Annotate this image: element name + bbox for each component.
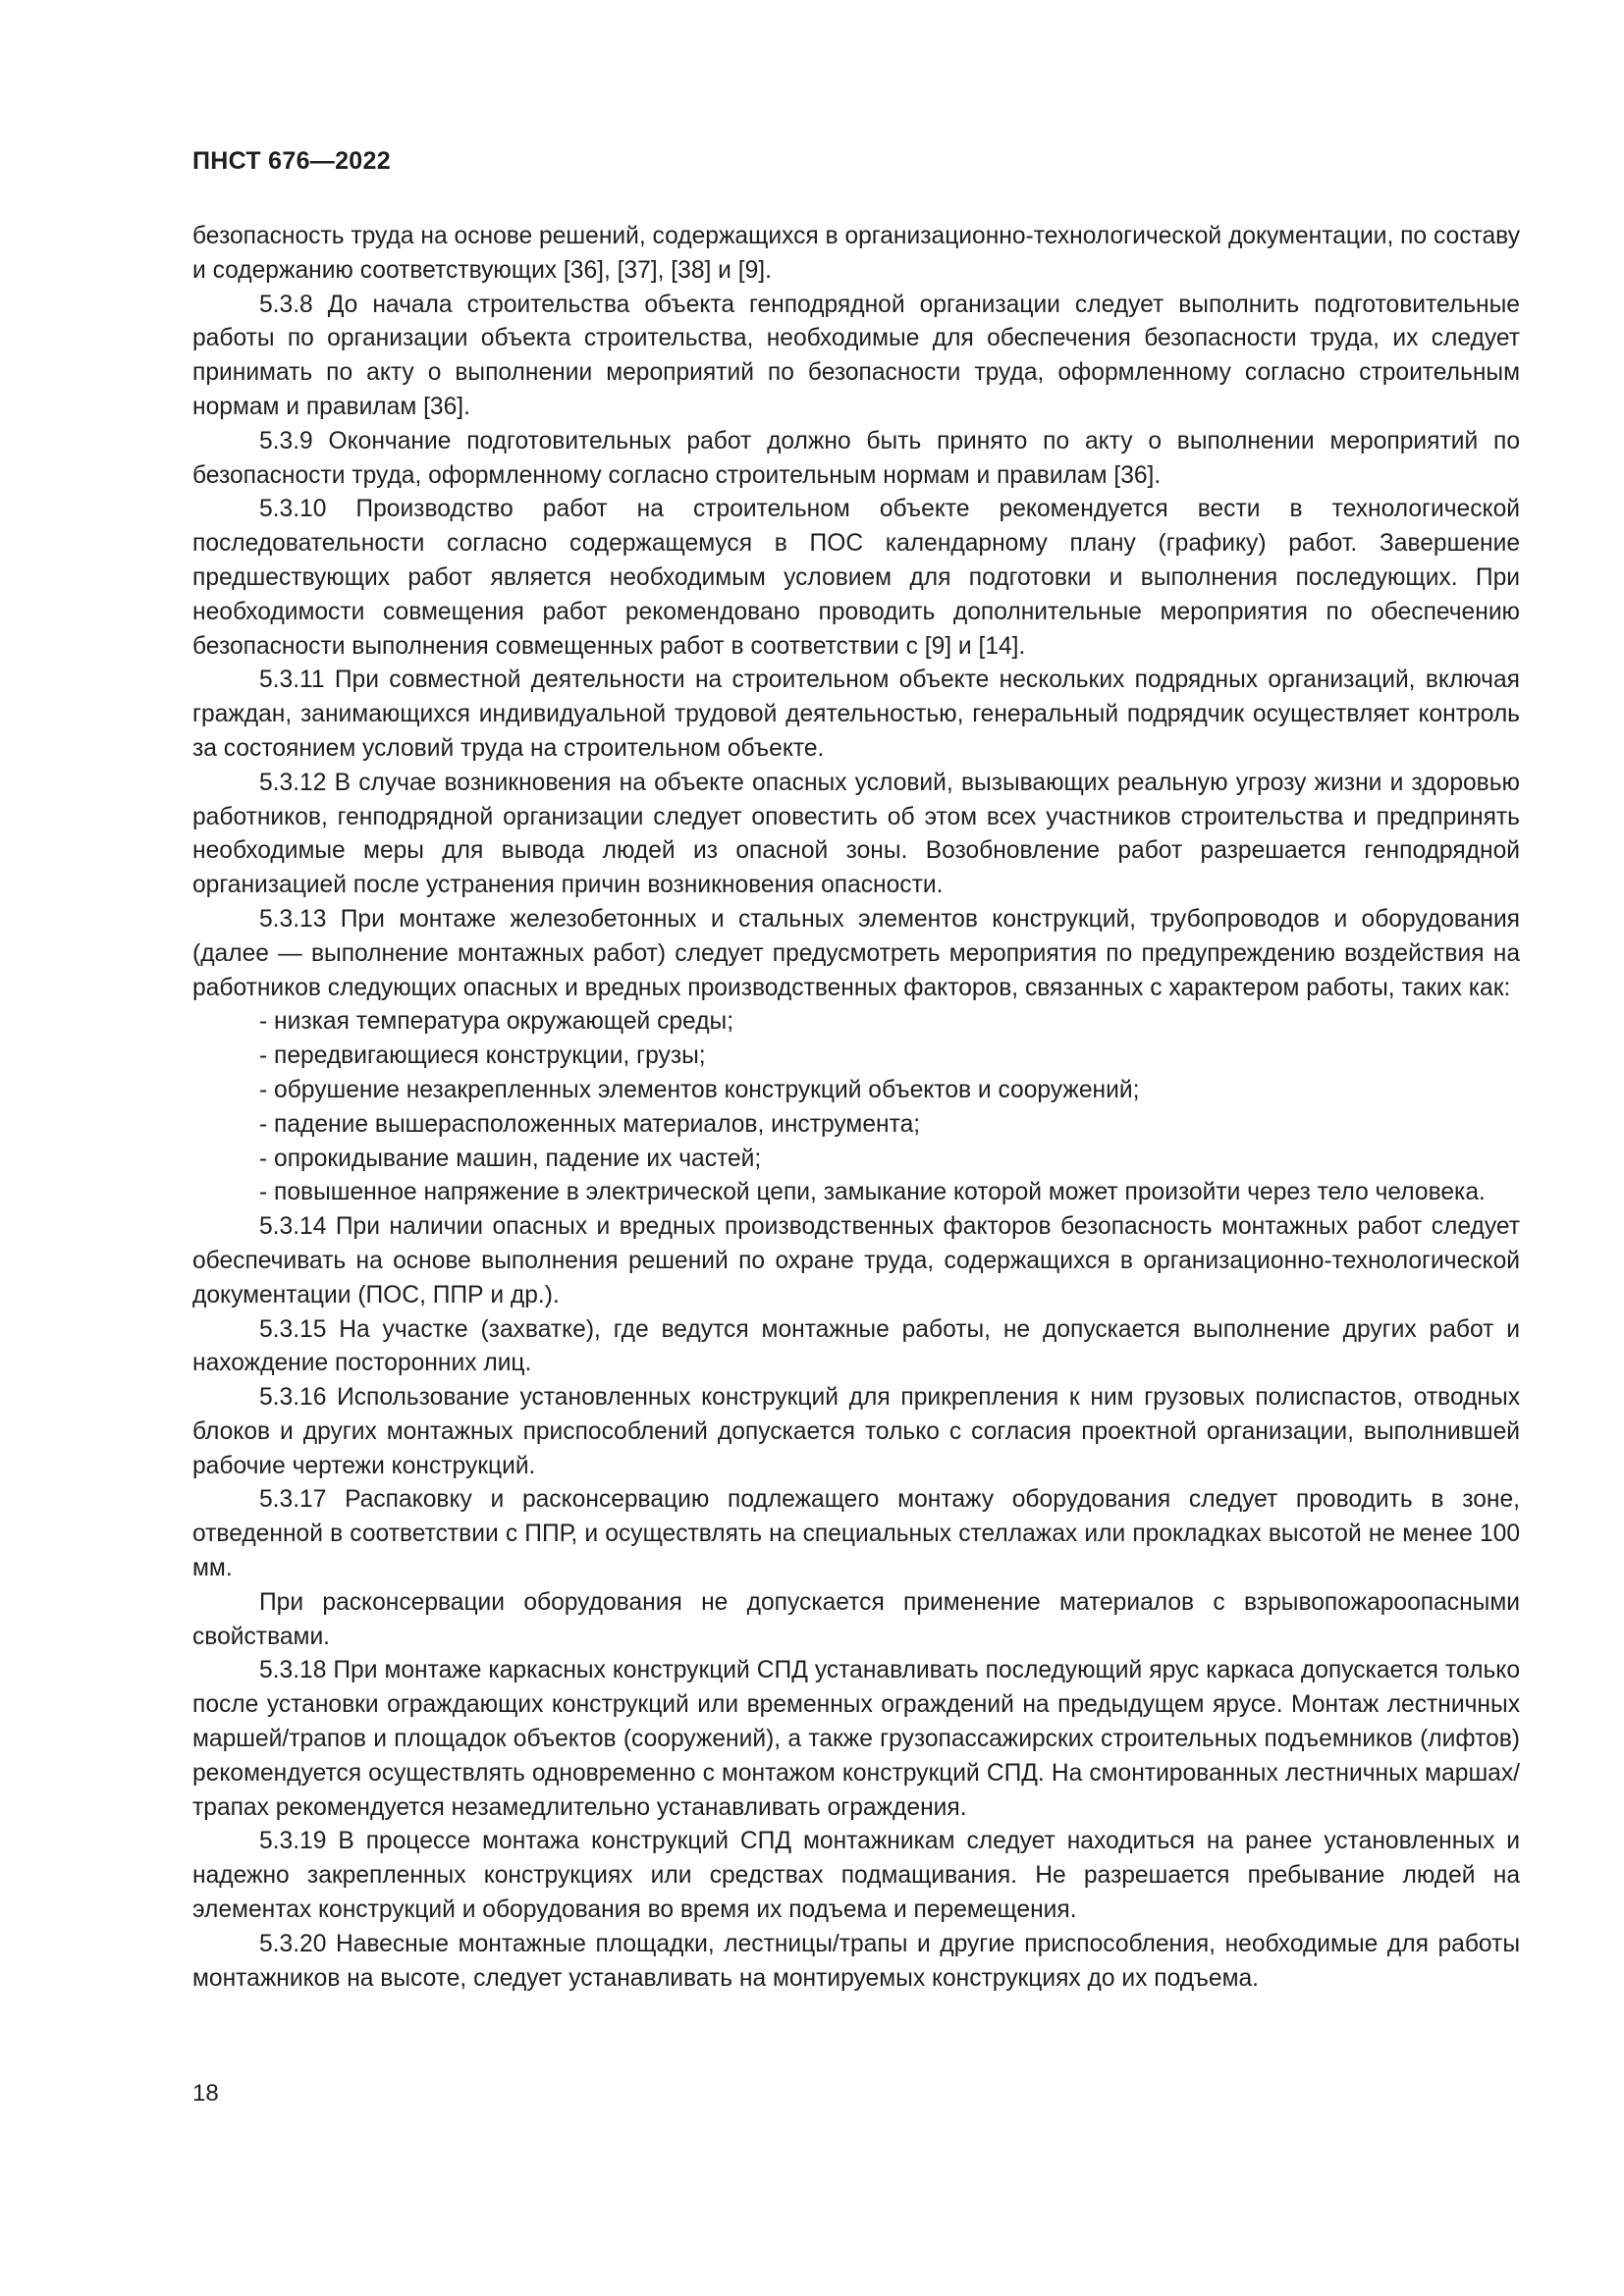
clause-5-3-17-note: При расконсервации оборудования не допускается применение материалов с взрывопожароопасными свойствами. bbox=[192, 1588, 1520, 1650]
clause-5-3-9: 5.3.9 Окончание подготовительных работ должно быть принято по акту о выполнении мероприятий по безопасности труда, оформленному согласно строительным нормам и правилам [36]. bbox=[192, 427, 1520, 489]
clause-5-3-10: 5.3.10 Производство работ на строительном объекте рекомендуется вести в технологической последовательности согласно содержащемуся в ПОС календарному плану (графику) работ. Завершение предшествующих работ является необходимым условием для подготовки и выполнения последующих. При необходимости совмещения работ рекомендовано проводить дополнительные мероприятия по обеспечению безопасности выполнения совмещенных работ в соответствии с [9] и [14]. bbox=[192, 496, 1520, 660]
list-item: - опрокидывание машин, падение их частей; bbox=[259, 1145, 762, 1172]
list-item: - падение вышерасположенных материалов, инструмента; bbox=[259, 1110, 921, 1138]
list-item: - повышенное напряжение в электрической цепи, замыкание которой может произойти через тело человека. bbox=[259, 1179, 1486, 1206]
clause-5-3-20: 5.3.20 Навесные монтажные площадки, лестницы/трапы и другие приспособления, необходимые для работы монтажников на высоте, следует устанавливать на монтируемых конструкциях до их подъема. bbox=[192, 1930, 1520, 1992]
clause-5-3-16: 5.3.16 Использование установленных конструкций для прикрепления к ним грузовых полиспастов, отводных блоков и других монтажных приспособлений допускается только с согласия проектной организации, выполнившей рабочие чертежи конструкций. bbox=[192, 1384, 1520, 1479]
clause-5-3-14: 5.3.14 При наличии опасных и вредных производственных факторов безопасность монтажных работ следует обеспечивать на основе выполнения решений по охране труда, содержащихся в организационно-технологической документации (ПОС, ППР и др.). bbox=[192, 1213, 1520, 1308]
list-item: - передвигающиеся конструкции, грузы; bbox=[259, 1042, 706, 1070]
document-body bbox=[192, 220, 1520, 1996]
page-number: 18 bbox=[192, 2080, 219, 2107]
clause-5-3-8: 5.3.8 До начала строительства объекта генподрядной организации следует выполнить подготовительные работы по организации объекта строительства, необходимые для обеспечения безопасности труда, их следует принимать по акту о выполнении мероприятий по безопасности труда, оформленному согласно строительным нормам и правилам [36]. bbox=[192, 291, 1520, 420]
clause-5-3-11: 5.3.11 При совместной деятельности на строительном объекте нескольких подрядных организаций, включая граждан, занимающихся индивидуальной трудовой деятельностью, генеральный подрядчик осуществляет контроль за состоянием условий труда на строительном объекте. bbox=[192, 667, 1520, 762]
list-item: - низкая температура окружающей среды; bbox=[259, 1008, 734, 1036]
clause-5-3-17: 5.3.17 Распаковку и расконсервацию подлежащего монтажу оборудования следует проводить в зоне, отведенной в соответствии с ППР, и осуществлять на специальных стеллажах или прокладках высотой не менее 100 мм. bbox=[192, 1486, 1520, 1582]
paragraph-continuation: безопасность труда на основе решений, содержащихся в организационно-технологической документации, по составу и содержанию соответствующих [36], [37], [38] и [9]. bbox=[192, 223, 1520, 284]
list-item: - обрушение незакрепленных элементов конструкций объектов и сооружений; bbox=[259, 1076, 1140, 1103]
clause-5-3-18: 5.3.18 При монтаже каркасных конструкций СПД устанавливать последующий ярус каркаса допускается только после установки ограждающих конструкций или временных ограждений на предыдущем ярусе. Монтаж лестничных маршей/трапов и площадок объектов (сооружений), а также грузопассажирских строительных подъемников (лифтов) рекомендуется осуществлять одновременно с монтажом конструкций СПД. На смонтированных лестничных маршах/трапах рекомендуется незамедлительно устанавливать ограждения. bbox=[192, 1657, 1520, 1821]
clause-5-3-13: 5.3.13 При монтаже железобетонных и стальных элементов конструкций, трубопроводов и оборудования (далее — выполнение монтажных работ) следует предусмотреть мероприятия по предупреждению воздействия на работников следующих опасных и вредных производственных факторов, связанных с характером работы, таких как: bbox=[192, 905, 1520, 1001]
clause-5-3-12: 5.3.12 В случае возникновения на объекте опасных условий, вызывающих реальную угрозу жизни и здоровью работников, генподрядной организации следует оповестить об этом всех участников строительства и предпринять необходимые меры для вывода людей из опасной зоны. Возобновление работ разрешается генподрядной организацией после устранения причин возникновения опасности. bbox=[192, 769, 1520, 899]
standard-header: ПНСТ 676—2022 bbox=[192, 147, 391, 175]
clause-5-3-15: 5.3.15 На участке (захватке), где ведутся монтажные работы, не допускается выполнение других работ и нахождение посторонних лиц. bbox=[192, 1315, 1520, 1377]
clause-5-3-19: 5.3.19 В процессе монтажа конструкций СПД монтажникам следует находиться на ранее установленных и надежно закрепленных конструкциях или средствах подмащивания. Не разрешается пребывание людей на элементах конструкций и оборудования во время их подъема и перемещения. bbox=[192, 1828, 1520, 1924]
